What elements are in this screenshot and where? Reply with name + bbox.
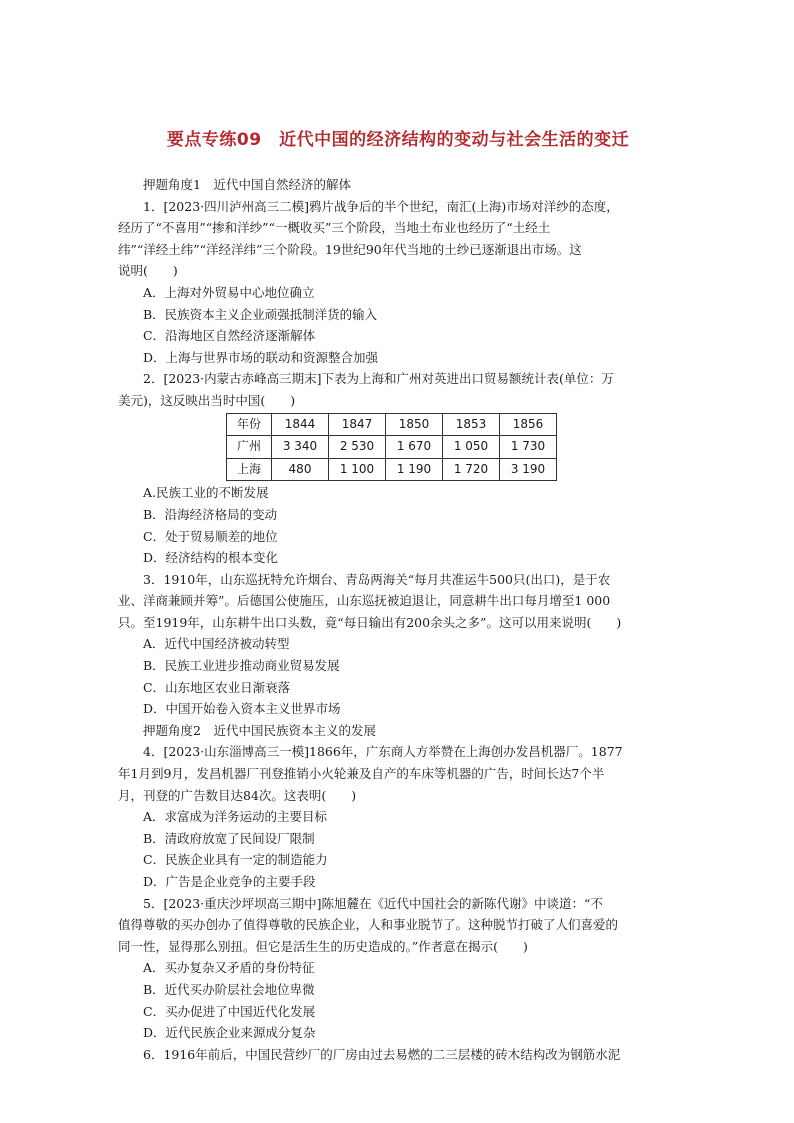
section-heading-2: 押题角度2 近代中国民族资本主义的发展 xyxy=(143,722,376,738)
question-1-option-c: C．沿海地区自然经济逐渐解体 xyxy=(143,328,316,344)
question-3-option-b: B．民族工业进步推动商业贸易发展 xyxy=(143,658,340,674)
question-4-line: 年1月到9月，发昌机器厂刊登推销小火轮兼及自产的车床等机器的广告，时间长达7个半 xyxy=(118,766,605,782)
table-cell: 1 100 xyxy=(329,458,386,481)
question-4 xyxy=(118,741,678,892)
question-3-line: 只。至1919年，山东耕牛出口头数，竟“每日输出有200余头之多”。这可以用来说明( ) xyxy=(118,614,622,630)
table-cell: 1 730 xyxy=(500,436,557,459)
question-3-option-d: D．中国开始卷入资本主义世界市场 xyxy=(143,701,341,717)
table-cell: 2 530 xyxy=(329,436,386,459)
table-cell: 1 670 xyxy=(386,436,443,459)
question-5-line: 5．[2023·重庆沙坪坝高三期中]陈旭麓在《近代中国社会的新陈代谢》中谈道：“不 xyxy=(143,895,603,911)
question-2-line: 美元)，这反映出当时中国( ) xyxy=(118,392,296,408)
question-4-option-a: A．求富成为洋务运动的主要目标 xyxy=(143,809,328,825)
question-2-line: 2．[2023·内蒙古赤峰高三期末]下表为上海和广州对英进出口贸易额统计表(单位：万 xyxy=(143,371,614,387)
question-2-option-a: A.民族工业的不断发展 xyxy=(143,485,269,501)
question-1-line: 经历了“不喜用”“掺和洋纱”“一概收买”三个阶段，当地土布业也经历了“土经土 xyxy=(118,220,551,236)
table-row-label: 广州 xyxy=(227,436,272,459)
question-1 xyxy=(118,196,678,369)
question-1-line: 1．[2023·四川泸州高三二模]鸦片战争后的半个世纪，南汇(上海)市场对洋纱的态度， xyxy=(143,198,619,214)
table-row xyxy=(227,458,557,481)
table-row-label: 上海 xyxy=(227,458,272,481)
question-3-option-a: A．近代中国经济被动转型 xyxy=(143,636,290,652)
section-heading-1: 押题角度1 近代中国自然经济的解体 xyxy=(143,177,351,192)
question-3-option-c: C．山东地区农业日渐衰落 xyxy=(143,679,291,695)
table-header-cell: 1856 xyxy=(500,413,557,436)
table-cell: 480 xyxy=(272,458,329,481)
question-1-line: 说明( ) xyxy=(118,263,178,279)
table-header-cell: 1847 xyxy=(329,413,386,436)
question-1-option-b: B．民族资本主义企业顽强抵制洋货的输入 xyxy=(143,306,378,322)
question-3 xyxy=(118,569,678,720)
question-3-line: 3．1910年，山东巡抚特允许烟台、青岛两海关“每月共准运牛500只(出口)，是于农 xyxy=(143,571,611,587)
question-1-line: 纬”“洋经土纬”“洋经洋纬”三个阶段。19世纪90年代当地的土纱已逐渐退出市场。这 xyxy=(118,241,582,257)
table-header-cell: 年份 xyxy=(227,413,272,436)
question-5 xyxy=(118,893,678,1044)
question-2-option-b: B．沿海经济格局的变动 xyxy=(143,506,278,522)
question-4-option-c: C．民族企业具有一定的制造能力 xyxy=(143,852,328,868)
trade-table xyxy=(226,413,557,482)
question-5-option-d: D．近代民族企业来源成分复杂 xyxy=(143,1025,316,1041)
question-2-option-d: D．经济结构的根本变化 xyxy=(143,550,279,566)
table-cell: 1 050 xyxy=(443,436,500,459)
question-1-option-a: A．上海对外贸易中心地位确立 xyxy=(143,284,315,300)
table-cell: 1 190 xyxy=(386,458,443,481)
table-header-cell: 1844 xyxy=(272,413,329,436)
question-5-line: 值得尊敬的买办创办了值得尊敬的民族企业，人和事业脱节了。这种脱节打破了人们喜爱的 xyxy=(118,917,619,933)
question-6 xyxy=(118,1044,678,1066)
question-5-option-a: A．买办复杂又矛盾的身份特征 xyxy=(143,960,315,976)
table-header-cell: 1850 xyxy=(386,413,443,436)
table-row xyxy=(227,436,557,459)
question-5-line: 同一性，显得那么别扭。但它是活生生的历史造成的。”作者意在揭示( ) xyxy=(118,938,528,954)
document-body xyxy=(118,174,678,1065)
page-title: 要点专练09 近代中国的经济结构的变动与社会生活的变迁 xyxy=(166,130,630,150)
question-4-line: 4．[2023·山东淄博高三一模]1866年，广东商人方举赞在上海创办发昌机器厂。1877 xyxy=(143,744,623,760)
table-header-cell: 1853 xyxy=(443,413,500,436)
table-cell: 1 720 xyxy=(443,458,500,481)
question-6-line: 6．1916年前后，中国民营纱厂的厂房由过去易燃的二三层楼的砖木结构改为钢筋水泥 xyxy=(143,1046,621,1062)
question-2 xyxy=(118,368,678,568)
question-5-option-c: C．买办促进了中国近代化发展 xyxy=(143,1003,316,1019)
table-cell: 3 190 xyxy=(500,458,557,481)
question-5-option-b: B．近代买办阶层社会地位卑微 xyxy=(143,981,315,997)
question-4-option-b: B．清政府放宽了民间设厂限制 xyxy=(143,830,315,846)
table-cell: 3 340 xyxy=(272,436,329,459)
question-4-line: 月，刊登的广告数目达84次。这表明( ) xyxy=(118,787,357,803)
table-header-row xyxy=(227,413,557,436)
question-1-option-d: D．上海与世界市场的联动和资源整合加强 xyxy=(143,349,379,365)
question-2-option-c: C．处于贸易顺差的地位 xyxy=(143,528,278,544)
question-4-option-d: D．广告是企业竞争的主要手段 xyxy=(143,874,316,889)
question-3-line: 业、洋商兼顾并筹”。后德国公使施压，山东巡抚被迫退让，同意耕牛出口每月增至1 000 xyxy=(118,593,611,609)
